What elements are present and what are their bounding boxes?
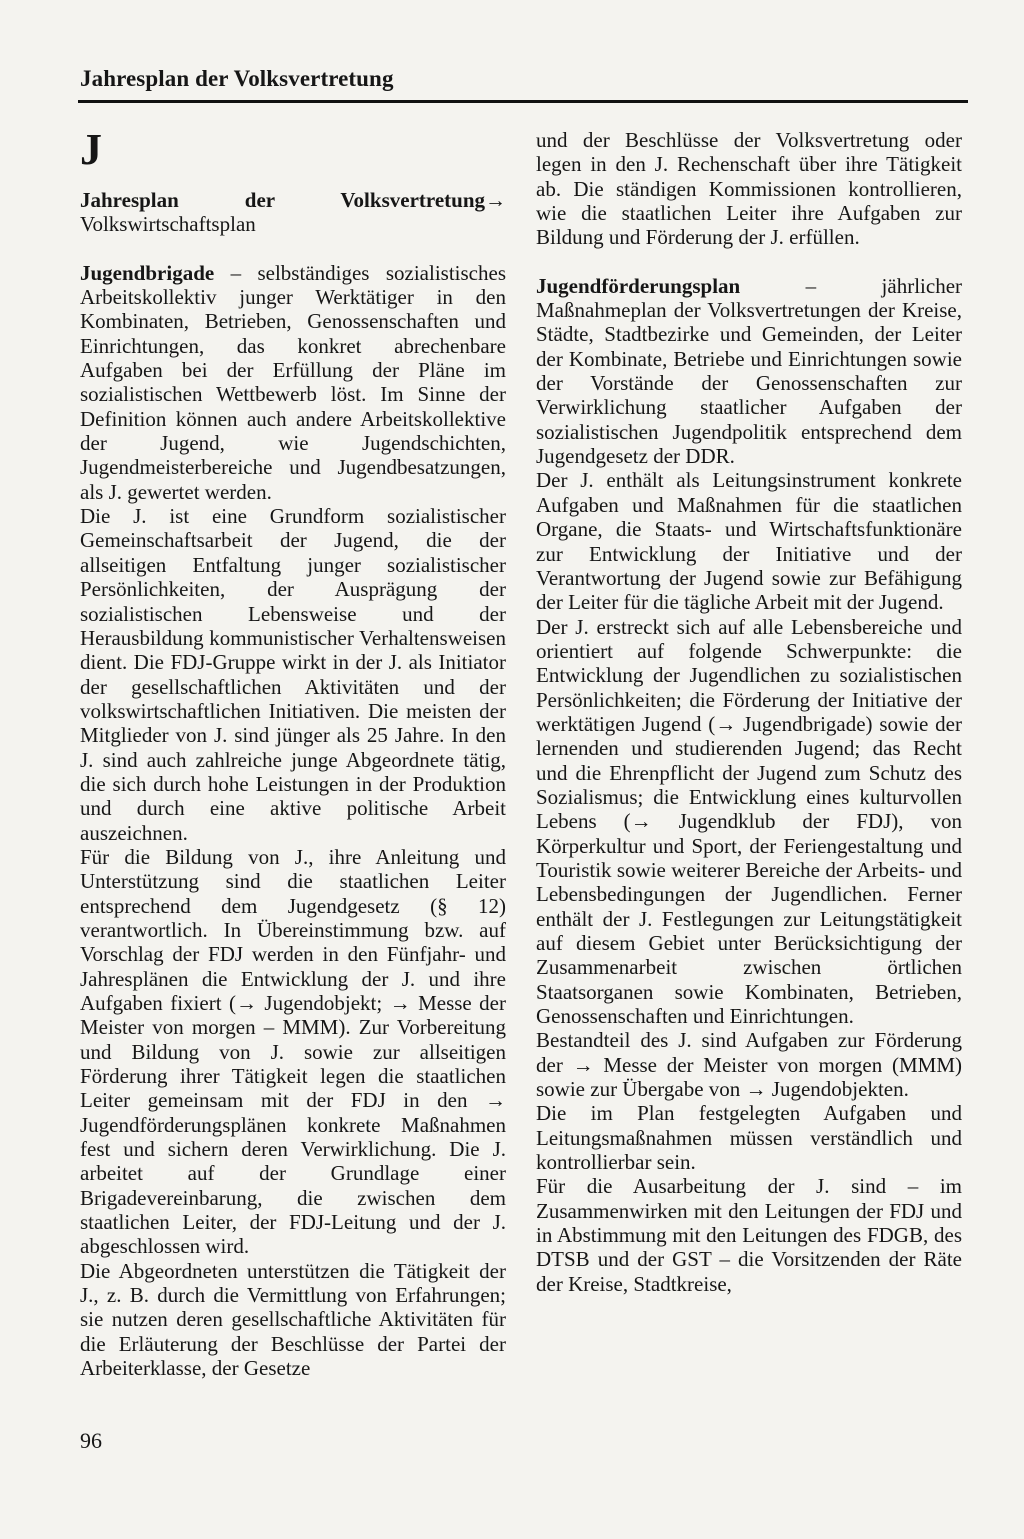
- entry-term: Jugendbrigade: [80, 260, 215, 285]
- entry-paragraph: Der J. enthält als Leitungsinstrument konkrete Aufgaben und Maßnahmen für die staatlichen Organe, die Staats- und Wirtschaftsfunktionäre zur Entwicklung der Initiative und der Verantwortung der Jugend sowie zur Befähigung der Leiter für die tägliche Arbeit mit der Jugend.: [536, 468, 962, 615]
- entry-jahresplan: [80, 188, 506, 237]
- entry-paragraph: Die J. ist eine Grundform sozialistischer Gemeinschaftsarbeit der Jugend, die der allseitigen Entfaltung junger sozialistischer Persönlichkeiten, der Ausprägung der sozialistischen Lebensweise und der Herausbildung kommunistischer Verhaltensweisen dient. Die FDJ-Gruppe wirkt in der J. als Initiator der gesellschaftlichen Aktivitäten und der volkswirtschaftlichen Initiativen. Die meisten der Mitglieder von J. sind jünger als 25 Jahre. In den J. sind auch zahlreiche junge Abgeordnete tätig, die sich durch hohe Leistungen in der Produktion und durch eine aktive politische Arbeit auszeichnen.: [80, 504, 506, 845]
- running-head: Jahresplan der Volksvertretung: [80, 66, 394, 91]
- entry-jugendbrigade: [80, 261, 506, 1381]
- entry-text: – jährlicher Maßnahmeplan der Volksvertretungen der Kreise, Städte, Stadtbezirke und Gemeinden, der Leiter der Kombinate, Betriebe und Einrichtungen sowie der Vorstände der Genossenschaften zur Verwirklichung staatlicher Aufgaben der sozialistischen Jugendpolitik entsprechend dem Jugendgesetz der DDR.: [536, 273, 963, 469]
- entry-text: → Volkswirtschaftsplan: [80, 188, 506, 237]
- page-number: 96: [80, 1428, 102, 1453]
- entry-paragraph: und der Beschlüsse der Volksvertretung oder legen in den J. Rechenschaft über ihre Tätigkeit ab. Die ständigen Kommissionen kontrollieren, wie die staatlichen Leiter ihre Aufgaben zur Bildung und Förderung der J. erfüllen.: [536, 128, 962, 250]
- entry-text: – selbständiges sozialistisches Arbeitskollektiv junger Werktätiger in den Kombinaten, Betrieben, Genossenschaften und Einrichtungen, das konkret abrechenbare Aufgaben bei der Erfüllung der Pläne im sozialistischen Wettbewerb löst. Im Sinne der Definition können auch andere Arbeitskollektive der Jugend, wie Jugendschichten, Jugendmeisterbereiche und Jugendbesatzungen, als J. gewertet werden.: [80, 260, 506, 504]
- entry-paragraph: Für die Ausarbeitung der J. sind – im Zusammenwirken mit den Leitungen der FDJ und in Abstimmung mit den Leitungen des FDGB, des DTSB und der GST – die Vorsitzenden der Räte der Kreise, Stadtkreise,: [536, 1174, 962, 1296]
- entry-paragraph: [80, 188, 506, 237]
- entry-paragraph: Für die Bildung von J., ihre Anleitung und Unterstützung sind die staatlichen Leiter entsprechend dem Jugendgesetz (§ 12) verantwortlich. In Übereinstimmung bzw. auf Vorschlag der FDJ werden in den Fünfjahr- und Jahresplänen die Entwicklung der J. und ihre Aufgaben fixiert (→ Jugendobjekt; → Messe der Meister von morgen – MMM). Zur Vorbereitung und Bildung von J. sowie zur allseitigen Förderung ihrer Tätigkeit legen die staatlichen Leiter gemeinsam mit der FDJ in den → Jugendförderungsplänen konkrete Maßnahmen fest und sichern deren Verwirklichung. Die J. arbeitet auf der Grundlage einer Brigadevereinbarung, die zwischen dem staatlichen Leiter, der FDJ-Leitung und der J. abgeschlossen wird.: [80, 844, 506, 1259]
- entry-paragraph: [80, 261, 506, 504]
- section-letter: J: [80, 125, 102, 174]
- entry-term: Jahresplan der Volksvertretung: [80, 188, 485, 212]
- entry-paragraph: [536, 274, 962, 469]
- right-column: [536, 128, 962, 1320]
- entry-paragraph: Bestandteil des J. sind Aufgaben zur Förderung der → Messe der Meister von morgen (MMM) sowie zur Übergabe von → Jugendobjekten.: [536, 1028, 962, 1102]
- left-column: [80, 125, 506, 1405]
- entry-paragraph: Die im Plan festgelegten Aufgaben und Leitungsmaßnahmen müssen verständlich und kontrollierbar sein.: [536, 1101, 962, 1175]
- entry-jugendbrigade-continued: [536, 128, 962, 250]
- entry-paragraph: Die Abgeordneten unterstützen die Tätigkeit der J., z. B. durch die Vermittlung von Erfahrungen; sie nutzen deren gesellschaftliche Aktivitäten für die Erläuterung der Beschlüsse der Partei der Arbeiterklasse, der Gesetze: [80, 1258, 506, 1381]
- entry-paragraph: Der J. erstreckt sich auf alle Lebensbereiche und orientiert auf folgende Schwerpunkte: die Entwicklung der Jugendlichen zu sozialistischen Persönlichkeiten; die Förderung der Initiative der werktätigen Jugend (→ Jugendbrigade) sowie der lernenden und studierenden Jugend; das Recht und die Ehrenpflicht der Jugend zum Schutz des Sozialismus; die Entwicklung eines kulturvollen Lebens (→ Jugendklub der FDJ), von Körperkultur und Sport, der Feriengestaltung und Touristik sowie weiterer Bereiche der Arbeits- und Lebensbedingungen der Jugendlichen. Ferner enthält der J. Festlegungen zur Leitungstätigkeit auf diesem Gebiet unter Berücksichtigung der Zusammenarbeit zwischen örtlichen Staatsorganen sowie Kombinaten, Betrieben, Genossenschaften und Einrichtungen.: [536, 614, 962, 1029]
- header-rule: [78, 100, 968, 103]
- entry-term: Jugendförderungsplan: [536, 273, 741, 298]
- entry-jugendfoerderungsplan: [536, 274, 962, 1296]
